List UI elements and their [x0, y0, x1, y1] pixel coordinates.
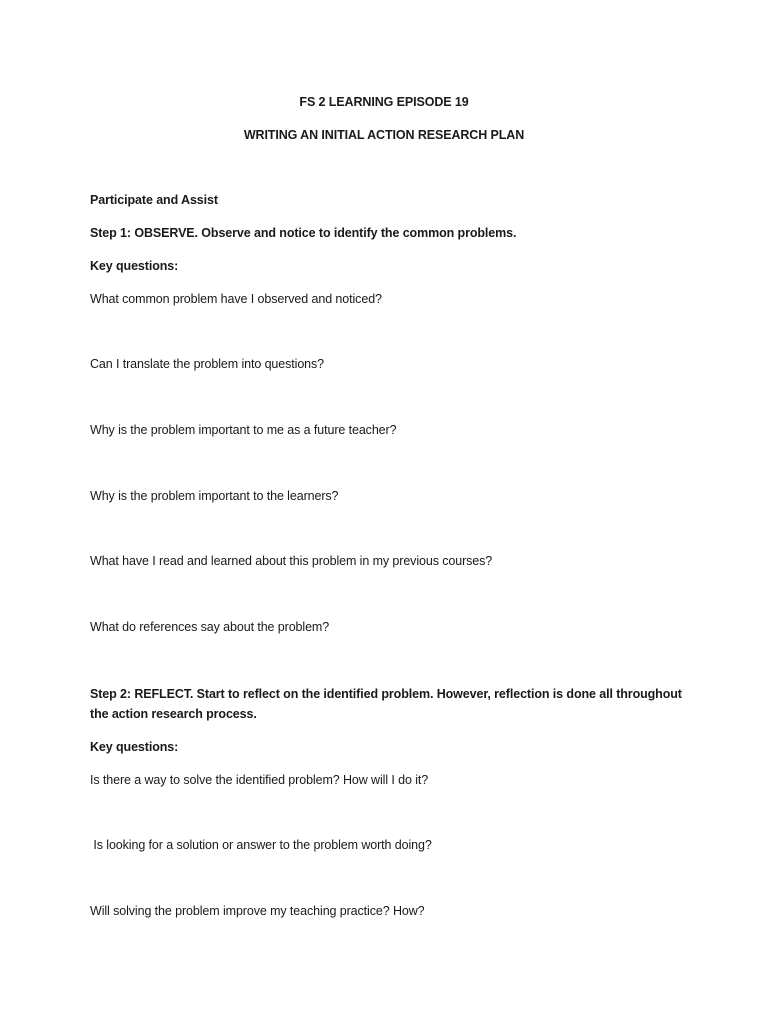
- document-subtitle: WRITING AN INITIAL ACTION RESEARCH PLAN: [243, 128, 525, 142]
- section-heading: Participate and Assist: [90, 193, 218, 207]
- step1-key-questions-label: Key questions:: [90, 259, 179, 273]
- step2-question: Is looking for a solution or answer to the problem worth doing?: [90, 838, 432, 852]
- document-title: FS 2 LEARNING EPISODE 19: [299, 95, 469, 109]
- step2-question: Will solving the problem improve my teaching practice? How?: [90, 904, 425, 918]
- step1-question: Can I translate the problem into questions?: [90, 357, 325, 371]
- step2-heading-line1: Step 2: REFLECT. Start to reflect on the identified problem. However, reflection is done all throughout: [90, 687, 682, 701]
- step1-question: Why is the problem important to me as a future teacher?: [90, 423, 397, 437]
- step1-question: What do references say about the problem?: [90, 620, 330, 634]
- step2-heading-line2: the action research process.: [90, 707, 257, 721]
- step2-question: Is there a way to solve the identified problem? How will I do it?: [90, 773, 429, 787]
- step1-question: What common problem have I observed and noticed?: [90, 292, 382, 306]
- step2-key-questions-label: Key questions:: [90, 740, 179, 754]
- step1-question: Why is the problem important to the learners?: [90, 489, 339, 503]
- step1-question: What have I read and learned about this problem in my previous courses?: [90, 554, 493, 568]
- step1-heading: Step 1: OBSERVE. Observe and notice to identify the common problems.: [90, 226, 517, 240]
